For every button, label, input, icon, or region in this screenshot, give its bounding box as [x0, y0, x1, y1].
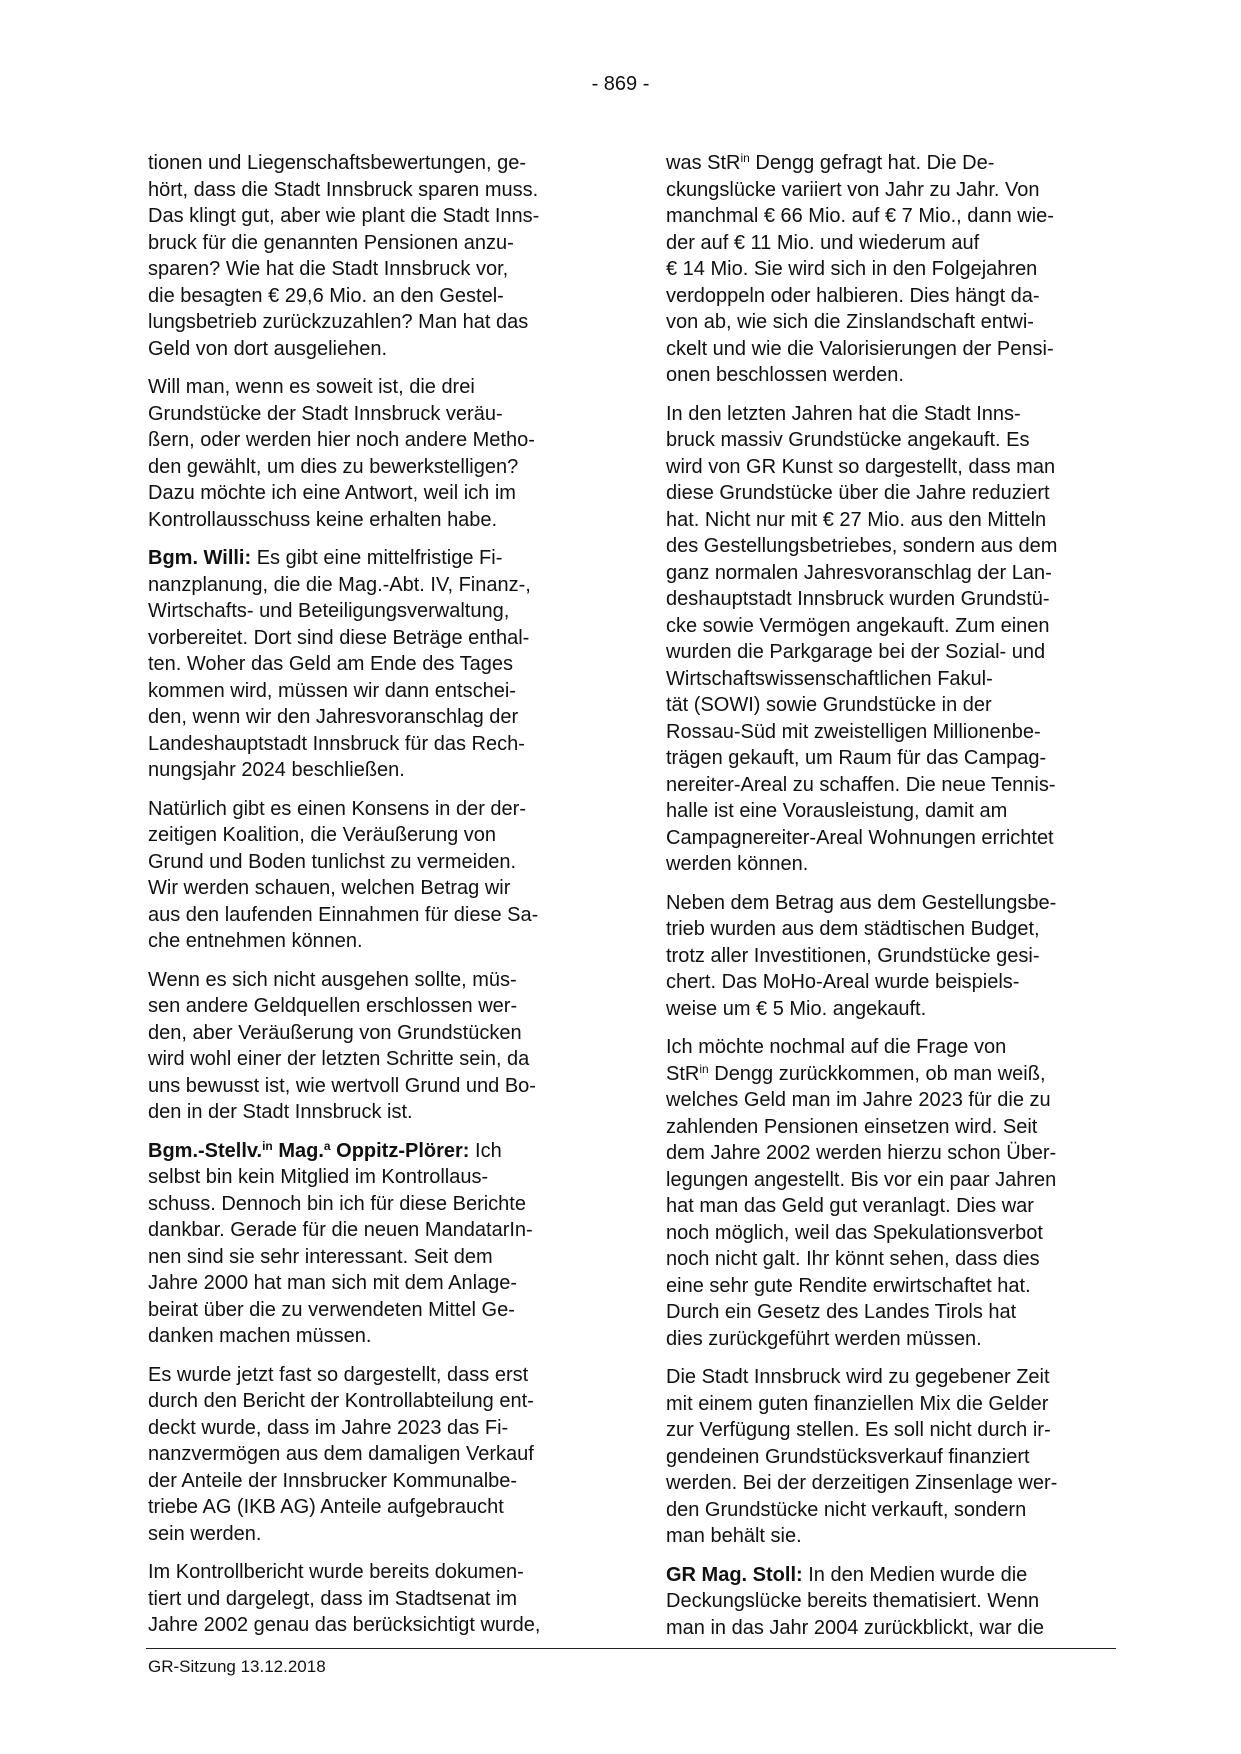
- text-run: Ich möchte nochmal auf die Frage von StR: [666, 1036, 1007, 1085]
- paragraph: In den letzten Jahren hat die Stadt Inns- bruck massiv Grundstücke angekauft. Es wird von GR Kunst so dargestellt, dass man diese Grundstücke über die Jahre reduziert hat. Nicht nur mit € 27 Mio. aus den Mitteln des Gestellungsbetriebes, sondern aus dem ganz normalen Jahresvoranschlag der Lan- deshauptstadt Innsbruck wurden Grundstü- cke sowie Vermögen angekauft. Zum einen wurden die Parkgarage bei der Sozial- und Wirtschaftswissenschaftlichen Fakul- tät (SOWI) sowie Grundstücke in der Rossau-Süd mit zweistelligen Millionenbe- trägen gekauft, um Raum für das Campag- nereiter-Areal zu schaffen. Die neue Tennis- halle ist eine Vorausleistung, damit am Campagnereiter-Areal Wohnungen errichtet werden können.: [666, 402, 1058, 875]
- footer-session-date: GR-Sitzung 13.12.2018: [148, 1657, 326, 1676]
- paragraph: Es wurde jetzt fast so dargestellt, dass erst durch den Bericht der Kontrollabteilung ent- deckt wurde, dass im Jahre 2023 das Fi- nanzvermögen aus dem damaligen Verkauf der Anteile der Innsbrucker Kommunalbe- triebe AG (IKB AG) Anteile aufgebraucht sein werden.: [148, 1363, 534, 1545]
- text-run: Dengg gefragt hat. Die De- ckungslücke variiert von Jahr zu Jahr. Von manchmal € 66 Mio. auf € 7 Mio., dann wie- der auf € 11 Mio. und wiederum auf € 14 Mio. Sie wird sich in den Folgejahren verdoppeln oder halbieren. Dies hängt da- von ab, wie sich die Zinslandschaft entwi- ckelt und wie die Valorisierungen der Pensi- onen beschlossen werden.: [666, 152, 1054, 386]
- speaker-title: Mag.: [272, 1139, 324, 1162]
- paragraph: Will man, wenn es soweit ist, die drei Grundstücke der Stadt Innsbruck veräu- ßern, oder werden hier noch andere Metho- den gewählt, um dies zu bewerkstelligen? Dazu möchte ich eine Antwort, weil ich im Kontrollausschuss keine erhalten habe.: [148, 376, 535, 531]
- superscript: in: [262, 1138, 273, 1153]
- text-run: was StR: [666, 152, 741, 174]
- left-column: [148, 150, 596, 1651]
- text-run: Dengg zurückkommen, ob man weiß, welches Geld man im Jahre 2023 für die zu zahlenden Pensionen einsetzen wird. Seit dem Jahre 2002 werden hierzu schon Über- legungen angestellt. Bis vor ein paar Jahren hat man das Geld gut veranlagt. Dies war noch möglich, weil das Spekulationsverbot noch nicht galt. Ihr könnt sehen, dass dies eine sehr gute Rendite erwirtschaftet hat. Durch ein Gesetz des Landes Tirols hat dies zurückgeführt werden müssen.: [666, 1062, 1057, 1350]
- speaker-name: GR Mag. Stoll:: [666, 1563, 803, 1586]
- paragraph: tionen und Liegenschaftsbewertungen, ge- hört, dass die Stadt Innsbruck sparen muss. Das klingt gut, aber wie plant die Stadt Inns- bruck für die genannten Pensionen anzu- sparen? Wie hat die Stadt Innsbruck vor, die besagten € 29,6 Mio. an den Gestel- lungsbetrieb zurückzuzahlen? Man hat das Geld von dort ausgeliehen.: [148, 152, 540, 360]
- paragraph: Natürlich gibt es einen Konsens in der der- zeitigen Koalition, die Veräußerung von Grund und Boden tunlichst zu vermeiden. Wir werden schauen, welchen Betrag wir aus den laufenden Einnahmen für diese Sa- che entnehmen können.: [148, 797, 539, 952]
- right-column: [666, 150, 1114, 1653]
- speaker-name: [148, 1140, 469, 1162]
- paragraph: [666, 150, 1114, 389]
- paragraph: [666, 1034, 1114, 1352]
- paragraph: [148, 1138, 596, 1350]
- speaker-title: Bgm.-Stellv.: [148, 1139, 263, 1162]
- superscript: in: [699, 1061, 709, 1076]
- paragraph: Neben dem Betrag aus dem Gestellungsbe- trieb wurden aus dem städtischen Budget, trotz aller Investitionen, Grundstücke gesi- chert. Das MoHo-Areal wurde beispiels- weise um € 5 Mio. angekauft.: [666, 891, 1057, 1020]
- speech-text: In den Medien wurde die Deckungslücke bereits thematisiert. Wenn man in das Jahr 2004 zurückblickt, war die: [666, 1563, 1044, 1639]
- paragraph: [666, 1562, 1114, 1642]
- paragraph: Wenn es sich nicht ausgehen sollte, müs- sen andere Geldquellen erschlossen wer- den, aber Veräußerung von Grundstücken wird wohl einer der letzten Schritte sein, da uns bewusst ist, wie wertvoll Grund und Bo- den in der Stadt Innsbruck ist.: [148, 968, 536, 1123]
- superscript: in: [740, 151, 750, 165]
- speech-text: Es gibt eine mittelfristige Fi- nanzplanung, die die Mag.-Abt. IV, Finanz-, Wirtschafts- und Beteiligungsverwaltung, vorbereitet. Dort sind diese Beträge enthal- ten. Woher das Geld am Ende des Tages kommen wird, müssen wir dann entschei- den, wenn wir den Jahresvoranschlag der Landeshauptstadt Innsbruck für das Rech- nungsjahr 2024 beschließen.: [148, 547, 531, 781]
- page-number: - 869 -: [591, 73, 650, 95]
- speaker-name: Bgm. Willi:: [148, 547, 252, 569]
- footer-divider: [146, 1648, 1116, 1649]
- speaker-surname: Oppitz-Plörer:: [330, 1139, 470, 1162]
- paragraph: Im Kontrollbericht wurde bereits dokumen- tiert und dargelegt, dass im Stadtsenat im Jahre 2002 genau das berücksichtigt wurde,: [148, 1561, 541, 1636]
- superscript: a: [323, 1138, 331, 1153]
- paragraph: [148, 545, 596, 784]
- paragraph: Die Stadt Innsbruck wird zu gegebener Zeit mit einem guten finanziellen Mix die Gelder zur Verfügung stellen. Es soll nicht durch ir- gendeinen Grundstücksverkauf finanziert werden. Bei der derzeitigen Zinsenlage wer- den Grundstücke nicht verkauft, sondern man behält sie.: [666, 1366, 1058, 1547]
- speech-text: Ich selbst bin kein Mitglied im Kontrollaus- schuss. Dennoch bin ich für diese Berichte dankbar. Gerade für die neuen MandatarIn- nen sind sie sehr interessant. Seit dem Jahre 2000 hat man sich mit dem Anlage- beirat über die zu verwendeten Mittel Ge- danken machen müssen.: [148, 1139, 533, 1347]
